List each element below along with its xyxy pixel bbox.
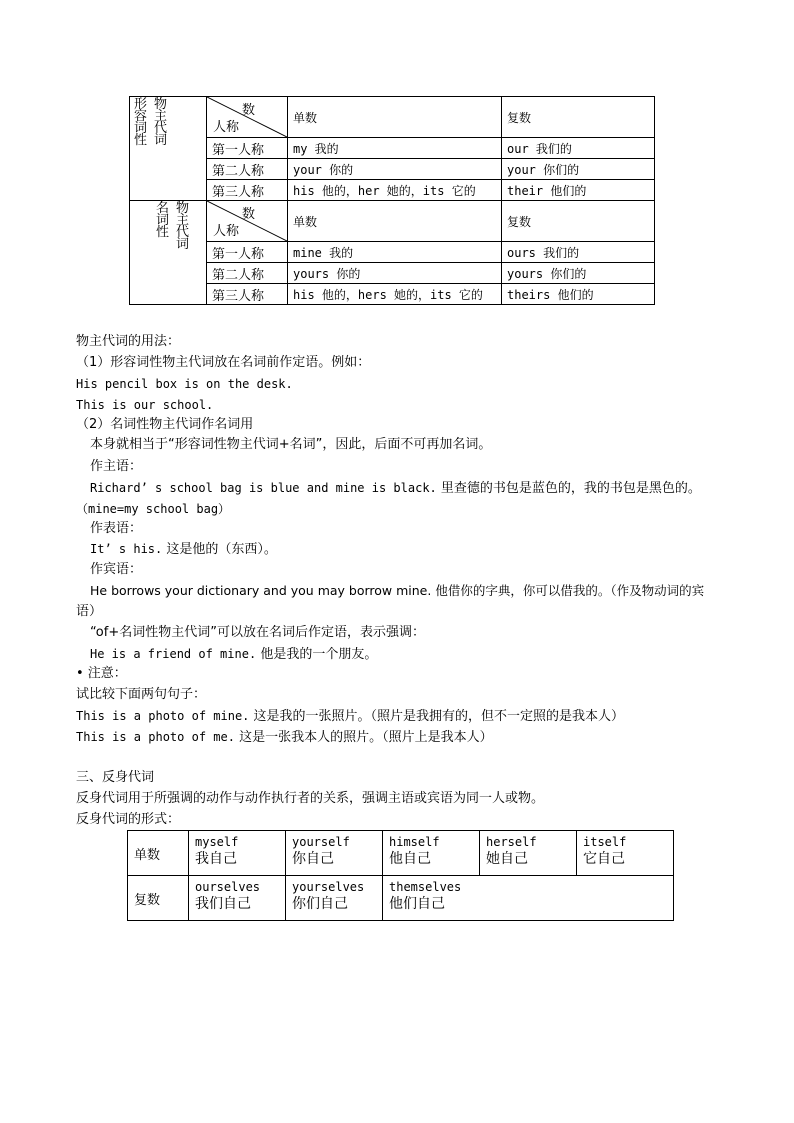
object-example: He borrows your dictionary and you may borrow mine. 他借你的字典，你可以借我的。（作及物动词的宾 (90, 583, 705, 598)
subject-label: 作主语： (90, 459, 143, 474)
reflexive-cell: themselves 他们自己 (383, 876, 674, 921)
singular-header: 单数 (288, 201, 502, 242)
person-cell: 第一人称 (207, 138, 288, 159)
plural-header: 复数 (502, 97, 655, 138)
singular-cell: his 他的，hers 她的，its 它的 (288, 284, 502, 305)
person-cell: 第三人称 (207, 180, 288, 201)
person-cell: 第二人称 (207, 263, 288, 284)
singular-row-label: 单数 (128, 831, 189, 876)
adj-label-col1: 形 容 词 性 (134, 97, 148, 148)
reflexive-pronoun-table (127, 830, 674, 921)
usage-point-2: （2）名词性物主代词作名词用 (76, 417, 254, 432)
plural-cell: your 你们的 (502, 159, 655, 180)
usage-point-2-desc: 本身就相当于“形容词性物主代词+名词”，因此，后面不可再加名词。 (90, 437, 492, 452)
section-3-form-label: 反身代词的形式： (76, 812, 181, 827)
example-sentence: His pencil box is on the desk. (76, 377, 293, 391)
diagonal-header-cell (207, 97, 288, 138)
reflexive-cell: himself 他自己 (383, 831, 480, 876)
noun-possessive-category (130, 201, 207, 305)
subject-example: Richard’ s school bag is blue and mine is black. 里查德的书包是蓝色的，我的书包是黑色的。 (90, 481, 701, 496)
singular-cell: your 你的 (288, 159, 502, 180)
reflexive-cell: ourselves 我们自己 (189, 876, 286, 921)
plural-cell: ours 我们的 (502, 242, 655, 263)
object-label: 作宾语： (90, 562, 143, 577)
section-3-heading: 三、反身代词 (76, 770, 155, 785)
reflexive-cell: itself 它自己 (577, 831, 674, 876)
reflexive-cell: herself 她自己 (480, 831, 577, 876)
usage-point-1: （1）形容词性物主代词放在名词前作定语。例如： (76, 355, 371, 370)
noun-label-col2: 物 主 代 词 (176, 201, 190, 252)
plural-cell: our 我们的 (502, 138, 655, 159)
predicative-example: It’ s his. 这是他的（东西）。 (90, 542, 277, 557)
of-phrase-example: He is a friend of mine. 他是我的一个朋友。 (90, 647, 378, 662)
plural-row-label: 复数 (128, 876, 189, 921)
plural-cell: yours 你们的 (502, 263, 655, 284)
attention-note: • 注意： (76, 666, 127, 681)
diag-person-label: 人称 (213, 224, 240, 239)
subject-note: （mine=my school bag） (76, 502, 231, 516)
compare-title: 试比较下面两句句子： (76, 687, 207, 702)
reflexive-cell: yourselves 你们自己 (286, 876, 383, 921)
reflexive-cell: yourself 你自己 (286, 831, 383, 876)
plural-header: 复数 (502, 201, 655, 242)
person-cell: 第一人称 (207, 242, 288, 263)
singular-cell: my 我的 (288, 138, 502, 159)
singular-cell: mine 我的 (288, 242, 502, 263)
section-3-description: 反身代词用于所强调的动作与动作执行者的关系，强调主语或宾语为同一人或物。 (76, 791, 545, 806)
plural-cell: their 他们的 (502, 180, 655, 201)
compare-example-1: This is a photo of mine. 这是我的一张照片。（照片是我拥有的，但不一定照的是我本人） (76, 709, 625, 724)
possessive-pronoun-table (129, 96, 655, 305)
plural-cell: theirs 他们的 (502, 284, 655, 305)
adj-label-col2: 物 主 代 词 (154, 97, 168, 148)
noun-label-col1: 名 词 性 (156, 201, 170, 240)
diag-number-label: 数 (242, 207, 256, 222)
person-cell: 第三人称 (207, 284, 288, 305)
diag-person-label: 人称 (213, 120, 240, 135)
usage-title: 物主代词的用法： (76, 334, 181, 349)
predicative-label: 作表语： (90, 521, 143, 536)
of-phrase-note: “of+名词性物主代词”可以放在名词后作定语，表示强调： (90, 625, 425, 640)
singular-cell: his 他的，her 她的，its 它的 (288, 180, 502, 201)
singular-header: 单数 (288, 97, 502, 138)
diag-number-label: 数 (242, 103, 256, 118)
adjective-possessive-category (130, 97, 207, 201)
reflexive-cell: myself 我自己 (189, 831, 286, 876)
example-sentence: This is our school. (76, 398, 214, 412)
person-cell: 第二人称 (207, 159, 288, 180)
object-example-cont: 语） (76, 604, 103, 619)
diagonal-header-cell (207, 201, 288, 242)
compare-example-2: This is a photo of me. 这是一张我本人的照片。（照片上是我本人） (76, 730, 493, 745)
singular-cell: yours 你的 (288, 263, 502, 284)
